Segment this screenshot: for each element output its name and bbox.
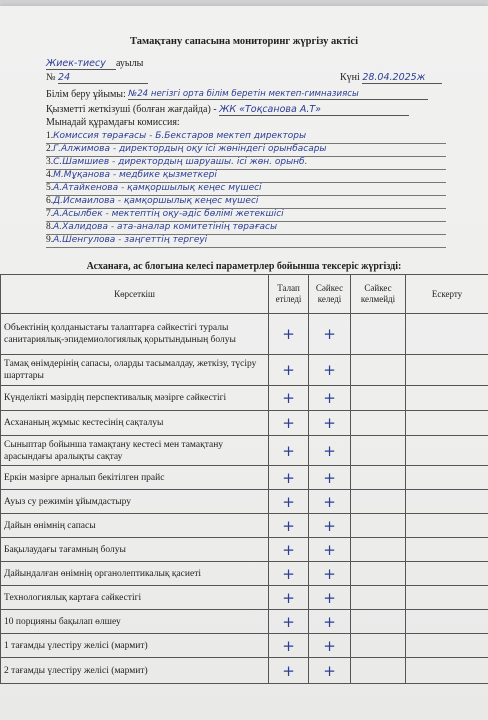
inspection-table bbox=[0, 274, 488, 684]
document-title: Тамақтану сапасына мониторинг жүргізу актісі bbox=[130, 36, 358, 47]
row-nomatch bbox=[351, 634, 406, 658]
commission-member: 3.С.Шамшиев - директордың шаруашы. ісі жөн. орынб. bbox=[46, 157, 446, 170]
row-required: + bbox=[269, 634, 309, 658]
row-note bbox=[406, 411, 488, 436]
school-label: Білім беру ұйымы: bbox=[46, 89, 126, 100]
school-value: №24 негізгі орта білім беретін мектеп-гимназиясы bbox=[128, 89, 428, 100]
row-param: Сыныптар бойынша тамақтану кестесі мен тамақтану арасындағы аралықты сақтау bbox=[1, 436, 269, 466]
commission-member: 2.Г.Алжимова - директордың оқу ісі жөніндегі орынбасары bbox=[46, 144, 446, 157]
header-nomatch: Сәйкес келмейді bbox=[351, 275, 406, 314]
row-match: + bbox=[309, 514, 351, 538]
date-value: 28.04.2025ж bbox=[362, 72, 442, 84]
row-note bbox=[406, 610, 488, 634]
row-note bbox=[406, 514, 488, 538]
row-note bbox=[406, 314, 488, 355]
row-required: + bbox=[269, 658, 309, 684]
row-param: Бақылаудағы тағамның болуы bbox=[1, 538, 269, 562]
table-row bbox=[1, 355, 488, 386]
school-line bbox=[46, 89, 428, 100]
row-required: + bbox=[269, 586, 309, 610]
table-row bbox=[1, 610, 488, 634]
row-note bbox=[406, 466, 488, 490]
row-match: + bbox=[309, 355, 351, 386]
row-match: + bbox=[309, 634, 351, 658]
row-nomatch bbox=[351, 562, 406, 586]
row-nomatch bbox=[351, 411, 406, 436]
row-param: Еркін мәзірге арналып бекітілген прайс bbox=[1, 466, 269, 490]
village-value: Жиек-тиесу bbox=[46, 58, 116, 70]
row-required: + bbox=[269, 314, 309, 355]
header-indicator: Көрсеткіш bbox=[1, 275, 269, 314]
number-label: № bbox=[46, 72, 56, 83]
row-match: + bbox=[309, 538, 351, 562]
row-match: + bbox=[309, 314, 351, 355]
row-nomatch bbox=[351, 586, 406, 610]
row-note bbox=[406, 562, 488, 586]
row-required: + bbox=[269, 490, 309, 514]
row-param: 1 тағамды үлестіру желісі (мармит) bbox=[1, 634, 269, 658]
table-row bbox=[1, 386, 488, 411]
commission-label: Мынадай құрамдағы комиссия: bbox=[46, 117, 180, 128]
row-nomatch bbox=[351, 538, 406, 562]
row-match: + bbox=[309, 562, 351, 586]
row-nomatch bbox=[351, 490, 406, 514]
header-note: Ескерту bbox=[406, 275, 488, 314]
table-row bbox=[1, 514, 488, 538]
commission-member: 1.Комиссия төрағасы - Б.Бекстаров мектеп директоры bbox=[46, 131, 446, 144]
row-nomatch bbox=[351, 610, 406, 634]
supplier-value: ЖК «Тоқсанова А.Т» bbox=[219, 104, 409, 116]
table-header-row bbox=[1, 275, 488, 314]
row-param: 10 порцияны бақылап өлшеу bbox=[1, 610, 269, 634]
date-line bbox=[340, 72, 442, 84]
supplier-line bbox=[46, 104, 409, 116]
row-required: + bbox=[269, 386, 309, 411]
commission-member: 9.А.Шенгуловa - заңгеттің тергеуі bbox=[46, 235, 446, 248]
row-match: + bbox=[309, 490, 351, 514]
row-param: Ауыз су режимін ұйымдастыру bbox=[1, 490, 269, 514]
table-row bbox=[1, 634, 488, 658]
header-match: Сәйкес келеді bbox=[309, 275, 351, 314]
row-match: + bbox=[309, 586, 351, 610]
commission-list bbox=[46, 131, 446, 248]
row-required: + bbox=[269, 562, 309, 586]
row-required: + bbox=[269, 411, 309, 436]
village-suffix: ауылы bbox=[116, 58, 144, 69]
row-param: Технологиялық картаға сәйкестігі bbox=[1, 586, 269, 610]
header-required: Талап етіледі bbox=[269, 275, 309, 314]
row-required: + bbox=[269, 538, 309, 562]
section-title: Асханаға, ас блогына келесі параметрлер бойынша тексеріс жүргізді: bbox=[86, 261, 402, 272]
row-nomatch bbox=[351, 355, 406, 386]
row-required: + bbox=[269, 466, 309, 490]
row-nomatch bbox=[351, 466, 406, 490]
table-row bbox=[1, 658, 488, 684]
row-match: + bbox=[309, 436, 351, 466]
row-param: Асхананың жұмыс кестесінің сақталуы bbox=[1, 411, 269, 436]
village-line bbox=[46, 58, 143, 70]
row-note bbox=[406, 436, 488, 466]
row-required: + bbox=[269, 355, 309, 386]
row-param: Тамақ өнімдерінің сапасы, оларды тасымалдау, жеткізу, түсіру шарттары bbox=[1, 355, 269, 386]
row-required: + bbox=[269, 514, 309, 538]
row-match: + bbox=[309, 610, 351, 634]
row-nomatch bbox=[351, 436, 406, 466]
commission-member: 8.А.Халидова - ата-аналар комитетінің төрағасы bbox=[46, 222, 446, 235]
number-value: 24 bbox=[58, 72, 148, 84]
table-row bbox=[1, 466, 488, 490]
row-required: + bbox=[269, 436, 309, 466]
commission-member: 4.М.Мұқанова - медбике қызметкері bbox=[46, 170, 446, 183]
table-row bbox=[1, 411, 488, 436]
date-label: Күні bbox=[340, 72, 360, 83]
row-nomatch bbox=[351, 514, 406, 538]
row-match: + bbox=[309, 466, 351, 490]
row-nomatch bbox=[351, 386, 406, 411]
row-note bbox=[406, 355, 488, 386]
table-row bbox=[1, 538, 488, 562]
supplier-label: Қызметті жеткізуші (болған жағдайда) - bbox=[46, 104, 217, 115]
row-note bbox=[406, 386, 488, 411]
table-row bbox=[1, 314, 488, 355]
row-nomatch bbox=[351, 658, 406, 684]
table-row bbox=[1, 562, 488, 586]
row-note bbox=[406, 490, 488, 514]
commission-member: 7.А.Асылбек - мектептің оқу-әдіс бөлімі жетекшісі bbox=[46, 209, 446, 222]
row-param: Күнделікті мәзірдің перспективалық мәзірге сәйкестігі bbox=[1, 386, 269, 411]
table-row bbox=[1, 586, 488, 610]
row-param: Дайындалған өнімнің органолептикалық қасиеті bbox=[1, 562, 269, 586]
row-param: Дайын өнімнің сапасы bbox=[1, 514, 269, 538]
row-param: 2 тағамды үлестіру желісі (мармит) bbox=[1, 658, 269, 684]
row-param: Объектінің қолданыстағы талаптарға сәйкестігі туралы санитариялық-эпидемиологиялық қорытындының болуы bbox=[1, 314, 269, 355]
commission-member: 6.Д.Исмаилова - қамқоршылық кеңес мүшесі bbox=[46, 196, 446, 209]
number-line bbox=[46, 72, 148, 84]
row-note bbox=[406, 586, 488, 610]
row-required: + bbox=[269, 610, 309, 634]
commission-member: 5.А.Атайкенова - қамқоршылық кеңес мүшесі bbox=[46, 183, 446, 196]
row-match: + bbox=[309, 386, 351, 411]
row-match: + bbox=[309, 658, 351, 684]
row-note bbox=[406, 538, 488, 562]
row-nomatch bbox=[351, 314, 406, 355]
table-row bbox=[1, 436, 488, 466]
table-row bbox=[1, 490, 488, 514]
row-match: + bbox=[309, 411, 351, 436]
row-note bbox=[406, 658, 488, 684]
row-note bbox=[406, 634, 488, 658]
document-page bbox=[0, 6, 488, 720]
